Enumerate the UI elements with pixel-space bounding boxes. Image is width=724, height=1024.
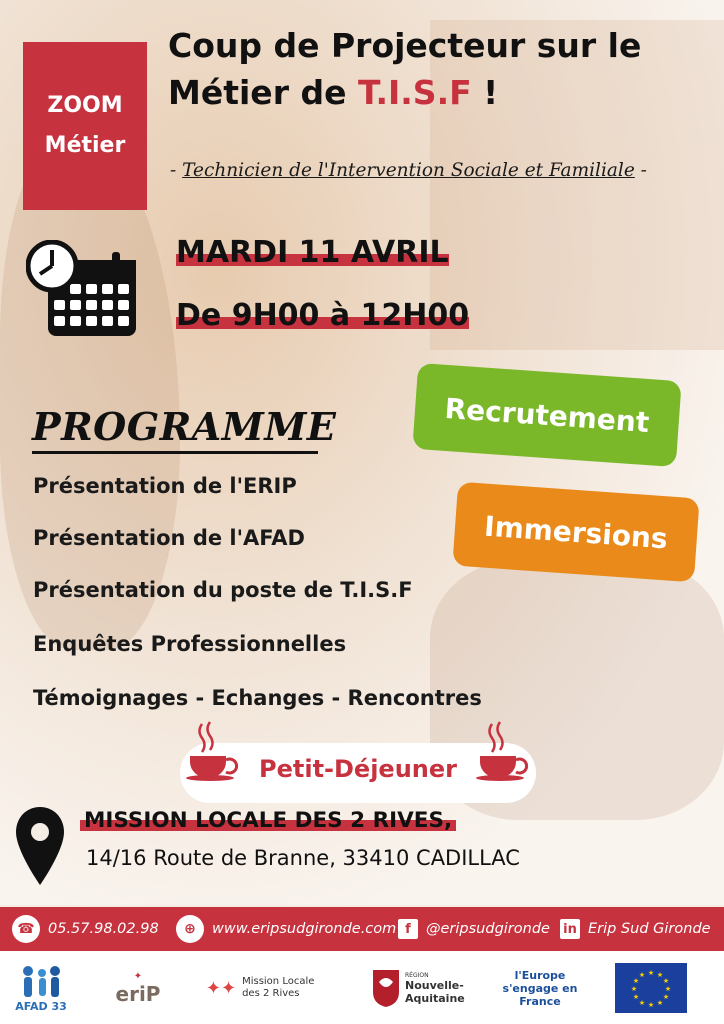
programme-item: Témoignages - Echanges - Rencontres xyxy=(33,686,482,710)
mission-locale-text: Mission Locale des 2 Rives xyxy=(242,976,315,999)
recrutement-label: Recrutement xyxy=(443,391,651,439)
badge-line2: Métier xyxy=(44,133,126,158)
mission-locale-logo xyxy=(186,959,336,1017)
svg-text:★: ★ xyxy=(664,985,672,993)
facebook-icon: f xyxy=(398,919,418,939)
svg-text:★: ★ xyxy=(630,985,638,993)
programme-item: Présentation de l'ERIP xyxy=(33,474,297,498)
europe-engage-logo xyxy=(496,959,584,1017)
programme-item: Enquêtes Professionnelles xyxy=(33,632,347,656)
title-highlight: T.I.S.F xyxy=(357,73,472,112)
programme-underline xyxy=(32,451,318,454)
location-address: 14/16 Route de Branne, 33410 CADILLAC xyxy=(86,846,520,870)
partner-logos xyxy=(0,951,724,1024)
erip-text: eriP xyxy=(115,981,161,1006)
europe-engage-text: l'Europe s'engage en France xyxy=(502,968,578,1008)
subtitle-prefix: - xyxy=(170,160,183,181)
subtitle xyxy=(170,160,647,181)
phone-text: 05.57.98.02.98 xyxy=(48,921,159,937)
contact-phone[interactable] xyxy=(12,907,159,951)
svg-text:★: ★ xyxy=(638,971,646,979)
globe-icon: ⊕ xyxy=(176,915,204,943)
title-line2 xyxy=(168,69,708,116)
svg-text:★: ★ xyxy=(662,977,670,985)
eu-flag-icon xyxy=(615,963,687,1013)
region-small-text: RÉGION xyxy=(405,971,429,979)
badge-line1: ZOOM xyxy=(47,93,123,118)
erip-logo xyxy=(108,959,168,1017)
event-date-text: MARDI 11 AVRIL xyxy=(176,235,449,270)
programme-item: Présentation du poste de T.I.S.F xyxy=(33,578,413,602)
mission-locale-mark-icon: ✦✦ xyxy=(205,977,237,999)
programme-item: Présentation de l'AFAD xyxy=(33,526,305,550)
contact-website[interactable] xyxy=(176,907,396,951)
region-logo xyxy=(368,959,474,1017)
programme-title: PROGRAMME xyxy=(32,404,337,449)
svg-text:★: ★ xyxy=(632,977,640,985)
title-prefix: Métier de xyxy=(168,73,358,112)
zoom-metier-badge xyxy=(23,42,147,210)
svg-text:★: ★ xyxy=(656,971,664,979)
page-title xyxy=(168,22,708,116)
svg-text:★: ★ xyxy=(647,1001,655,1009)
coffee-cup-icon xyxy=(470,720,532,782)
svg-text:★: ★ xyxy=(656,999,664,1007)
location-pin-icon xyxy=(14,805,66,887)
location-name xyxy=(84,808,452,833)
calendar-clock-icon xyxy=(26,240,141,340)
subtitle-text: Technicien de l'Intervention Sociale et Familiale xyxy=(182,160,635,181)
afad-logo xyxy=(10,959,72,1017)
event-time-text: De 9H00 à 12H00 xyxy=(176,298,470,333)
website-text: www.eripsudgironde.com xyxy=(212,921,397,937)
title-line1: Coup de Projecteur sur le xyxy=(168,26,642,65)
location-name-text: MISSION LOCALE DES 2 RIVES, xyxy=(84,808,453,833)
region-text: Nouvelle-Aquitaine xyxy=(405,978,465,1005)
linkedin-text: Erip Sud Gironde xyxy=(588,921,711,937)
contact-bar xyxy=(0,907,724,951)
svg-text:★: ★ xyxy=(632,993,640,1001)
contact-linkedin[interactable] xyxy=(560,907,711,951)
region-shield-icon xyxy=(371,968,401,1008)
phone-icon: ☎ xyxy=(12,915,40,943)
svg-text:★: ★ xyxy=(638,999,646,1007)
linkedin-icon: in xyxy=(560,919,580,939)
event-time xyxy=(176,298,469,333)
breakfast-label: Petit-Déjeuner xyxy=(259,755,457,783)
facebook-text: @eripsudgironde xyxy=(426,921,550,937)
event-date xyxy=(176,235,449,270)
afad-figures-icon xyxy=(16,964,66,1000)
recrutement-tag xyxy=(412,363,681,467)
erip-sparkle-icon: ✦ xyxy=(133,970,143,982)
coffee-cup-icon xyxy=(180,720,242,782)
immersions-tag xyxy=(452,482,699,583)
title-suffix: ! xyxy=(471,73,499,112)
afad-text: AFAD 33 xyxy=(15,999,67,1013)
contact-facebook[interactable] xyxy=(398,907,550,951)
region-label xyxy=(405,972,471,1005)
svg-text:★: ★ xyxy=(662,993,670,1001)
svg-text:★: ★ xyxy=(647,969,655,977)
immersions-label: Immersions xyxy=(483,509,669,555)
subtitle-suffix: - xyxy=(634,160,647,181)
